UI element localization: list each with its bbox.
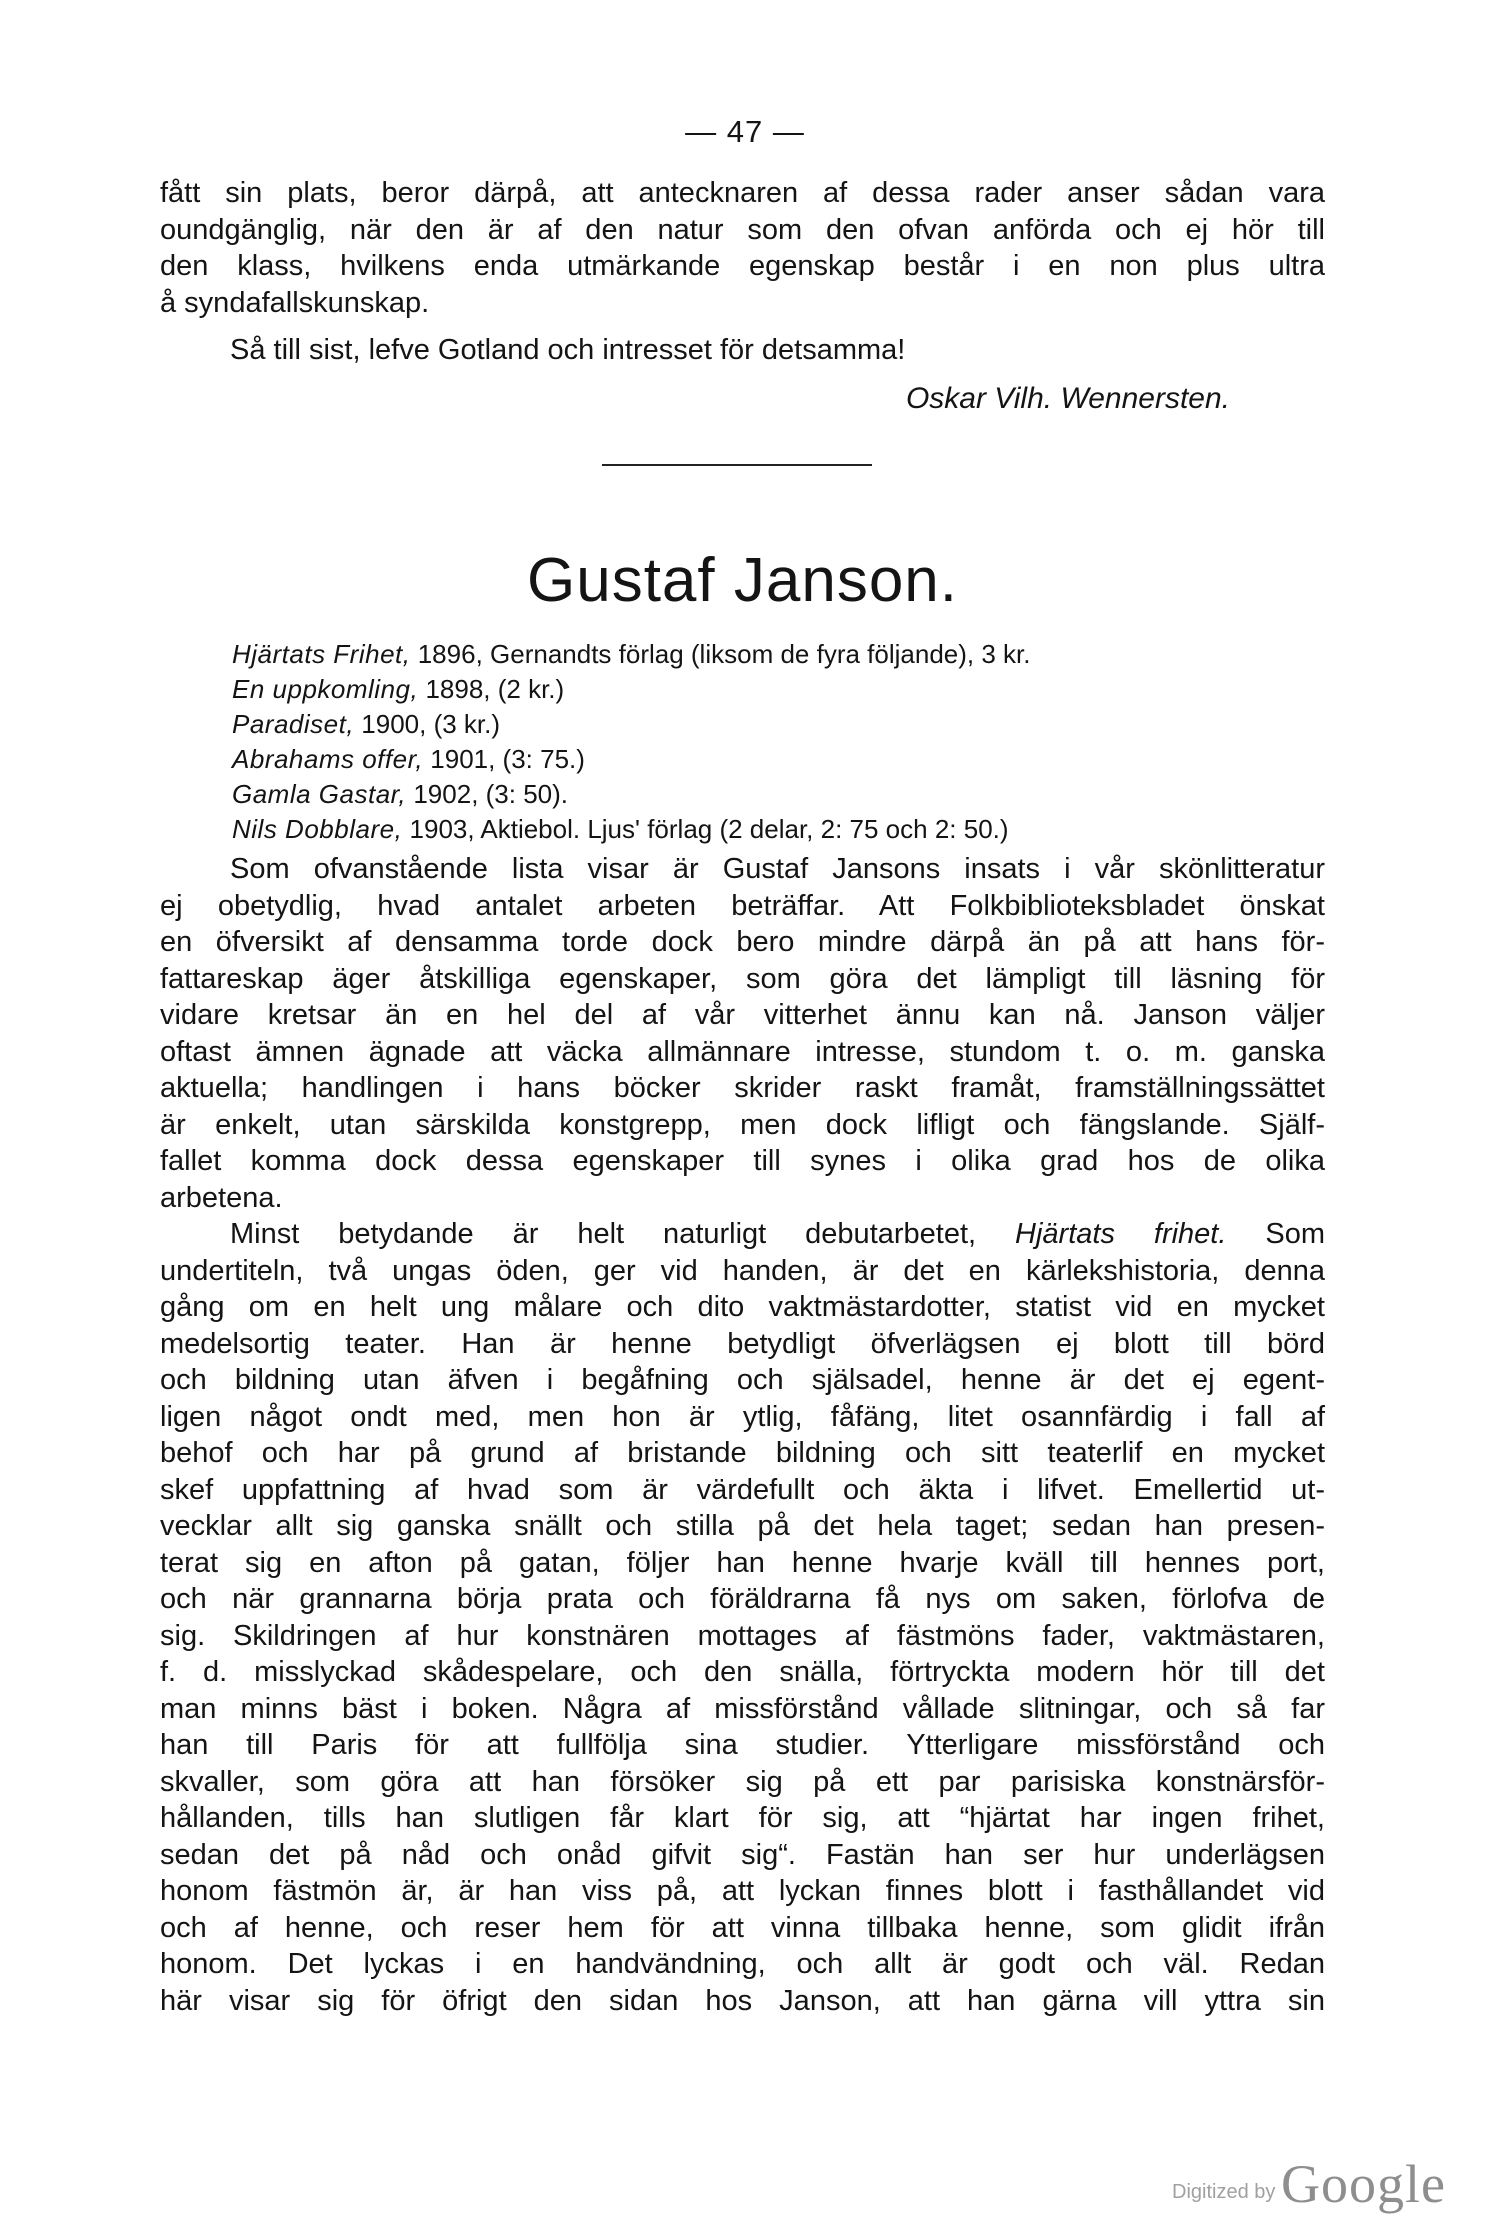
text-line: behof och har på grund af bristande bildning och sitt teaterlif en mycket bbox=[160, 1437, 1325, 1469]
bibliography-list bbox=[232, 637, 1030, 847]
book-details: 1902, (3: 50). bbox=[406, 779, 569, 809]
text-line: honom. Det lyckas i en handvändning, och allt är godt och väl. Redan bbox=[160, 1948, 1325, 1980]
text-line: en öfversikt af densamma torde dock bero mindre därpå än på att hans för- bbox=[160, 926, 1325, 958]
author-signature: Oskar Vilh. Wennersten. bbox=[905, 382, 1230, 415]
text-line: gång om en helt ung målare och dito vaktmästardotter, statist vid en mycket bbox=[160, 1291, 1325, 1323]
text-line: medelsortig teater. Han är henne betydligt öfverlägsen ej blott till börd bbox=[160, 1327, 1325, 1360]
text-line: f. d. misslyckad skådespelare, och den snälla, förtryckta modern hör till det bbox=[160, 1656, 1325, 1688]
bibliography-entry bbox=[232, 707, 1030, 742]
text-line: vecklar allt sig ganska snällt och stilla på det hela taget; sedan han presen- bbox=[160, 1510, 1325, 1542]
text-line: vidare kretsar än en hel del af vår vitterhet ännu kan nå. Janson väljer bbox=[160, 999, 1325, 1031]
book-title: En uppkomling, bbox=[232, 674, 419, 704]
text-line: sig. Skildringen af hur konstnären mottages af fästmöns fader, vaktmästaren, bbox=[160, 1619, 1325, 1652]
book-title: Hjärtats Frihet, bbox=[232, 639, 411, 669]
page-number: — 47 — bbox=[685, 114, 805, 149]
book-details: 1896, Gernandts förlag (liksom de fyra följande), 3 kr. bbox=[410, 639, 1031, 669]
book-title: Paradiset, bbox=[232, 709, 355, 739]
text-line: aktuella; handlingen i hans böcker skrider raskt framåt, framställningssättet bbox=[160, 1072, 1325, 1104]
bibliography-entry bbox=[232, 637, 1030, 672]
article-heading: Gustaf Janson. bbox=[526, 546, 959, 615]
text-line: oftast ämnen ägnade att väcka allmännare intresse, stundom t. o. m. ganska bbox=[160, 1035, 1325, 1068]
text-run: Som bbox=[1226, 1218, 1325, 1250]
book-details: 1898, (2 kr.) bbox=[418, 674, 565, 704]
text-line: Som ofvanstående lista visar är Gustaf Jansons insats i vår skönlitteratur bbox=[230, 853, 1325, 885]
book-title: Nils Dobblare, bbox=[232, 814, 403, 844]
book-details: 1903, Aktiebol. Ljus' förlag (2 delar, 2: 75 och 2: 50.) bbox=[402, 814, 1009, 844]
text-line: han till Paris för att fullfölja sina studier. Ytterligare missförstånd och bbox=[160, 1729, 1325, 1761]
text-line: fått sin plats, beror därpå, att antecknaren af dessa rader anser sådan vara bbox=[160, 177, 1325, 209]
bibliography-entry bbox=[232, 672, 1030, 707]
digitized-by-google-watermark bbox=[1172, 2153, 1446, 2215]
book-details: 1900, (3 kr.) bbox=[354, 709, 501, 739]
book-title-inline: Hjärtats frihet. bbox=[1015, 1218, 1227, 1250]
text-line: man minns bäst i boken. Några af missförstånd vållade slitningar, och så far bbox=[160, 1692, 1325, 1725]
bibliography-entry bbox=[232, 742, 1030, 777]
bibliography-entry bbox=[232, 812, 1030, 847]
text-line bbox=[160, 1216, 1325, 1253]
text-run: Minst betydande är helt naturligt debutarbetet, bbox=[230, 1218, 1016, 1250]
text-line: skvaller, som göra att han försöker sig på ett par parisiska konstnärsför- bbox=[160, 1765, 1325, 1798]
book-details: 1901, (3: 75.) bbox=[423, 744, 585, 774]
text-line: är enkelt, utan särskilda konstgrepp, men dock lifligt och fängslande. Själf- bbox=[160, 1108, 1325, 1141]
section-divider bbox=[602, 464, 872, 466]
text-line: honom fästmön är, är han viss på, att lyckan finnes blott i fasthållandet vid bbox=[160, 1875, 1325, 1907]
text-line: här visar sig för öfrigt den sidan hos Janson, att han gärna vill yttra sin bbox=[160, 1984, 1325, 2017]
text-line: å syndafallskunskap. bbox=[160, 286, 430, 319]
body-paragraph-2 bbox=[160, 1216, 1325, 2019]
book-title: Gamla Gastar, bbox=[232, 779, 407, 809]
book-title: Abrahams offer, bbox=[232, 744, 424, 774]
watermark-prefix: Digitized by bbox=[1172, 2181, 1276, 2203]
text-line: Så till sist, lefve Gotland och intresset för detsamma! bbox=[230, 334, 906, 366]
text-line: och när grannarna börja prata och föräldrarna få nys om saken, förlofva de bbox=[160, 1583, 1325, 1615]
text-line: fattareskap äger åtskilliga egenskaper, som göra det lämpligt till läsning för bbox=[160, 962, 1325, 995]
text-line: arbetena. bbox=[160, 1181, 283, 1214]
text-line: och af henne, och reser hem för att vinna tillbaka henne, som glidit ifrån bbox=[160, 1911, 1325, 1944]
text-line: sedan det på nåd och onåd gifvit sig“. Fastän han ser hur underlägsen bbox=[160, 1838, 1325, 1871]
closing-line bbox=[160, 332, 1325, 369]
text-line: undertiteln, två ungas öden, ger vid handen, är det en kärlekshistoria, denna bbox=[160, 1254, 1325, 1287]
text-line: och bildning utan äfven i begåfning och själsadel, henne är det ej egent- bbox=[160, 1364, 1325, 1396]
text-line: fallet komma dock dessa egenskaper till synes i olika grad hos de olika bbox=[160, 1145, 1325, 1177]
text-line: den klass, hvilkens enda utmärkande egenskap består i en non plus ultra bbox=[160, 250, 1325, 282]
text-line: skef uppfattning af hvad som är värdefullt och äkta i lifvet. Emellertid ut- bbox=[160, 1473, 1325, 1506]
text-line: ej obetydlig, hvad antalet arbeten beträffar. Att Folkbiblioteksbladet önskat bbox=[160, 889, 1325, 922]
intro-paragraph bbox=[160, 175, 1325, 321]
body-paragraph-1 bbox=[160, 851, 1325, 1216]
text-line: ligen något ondt med, men hon är ytlig, fåfäng, litet osannfärdig i fall af bbox=[160, 1400, 1325, 1433]
bibliography-entry bbox=[232, 777, 1030, 812]
book-page bbox=[160, 0, 1446, 2214]
text-line: terat sig en afton på gatan, följer han henne hvarje kväll till hennes port, bbox=[160, 1546, 1325, 1579]
google-logo: Google bbox=[1280, 2154, 1446, 2214]
text-line: hållanden, tills han slutligen får klart för sig, att “hjärtat har ingen frihet, bbox=[160, 1802, 1325, 1834]
text-line: oundgänglig, när den är af den natur som den ofvan anförda och ej hör till bbox=[160, 213, 1325, 246]
